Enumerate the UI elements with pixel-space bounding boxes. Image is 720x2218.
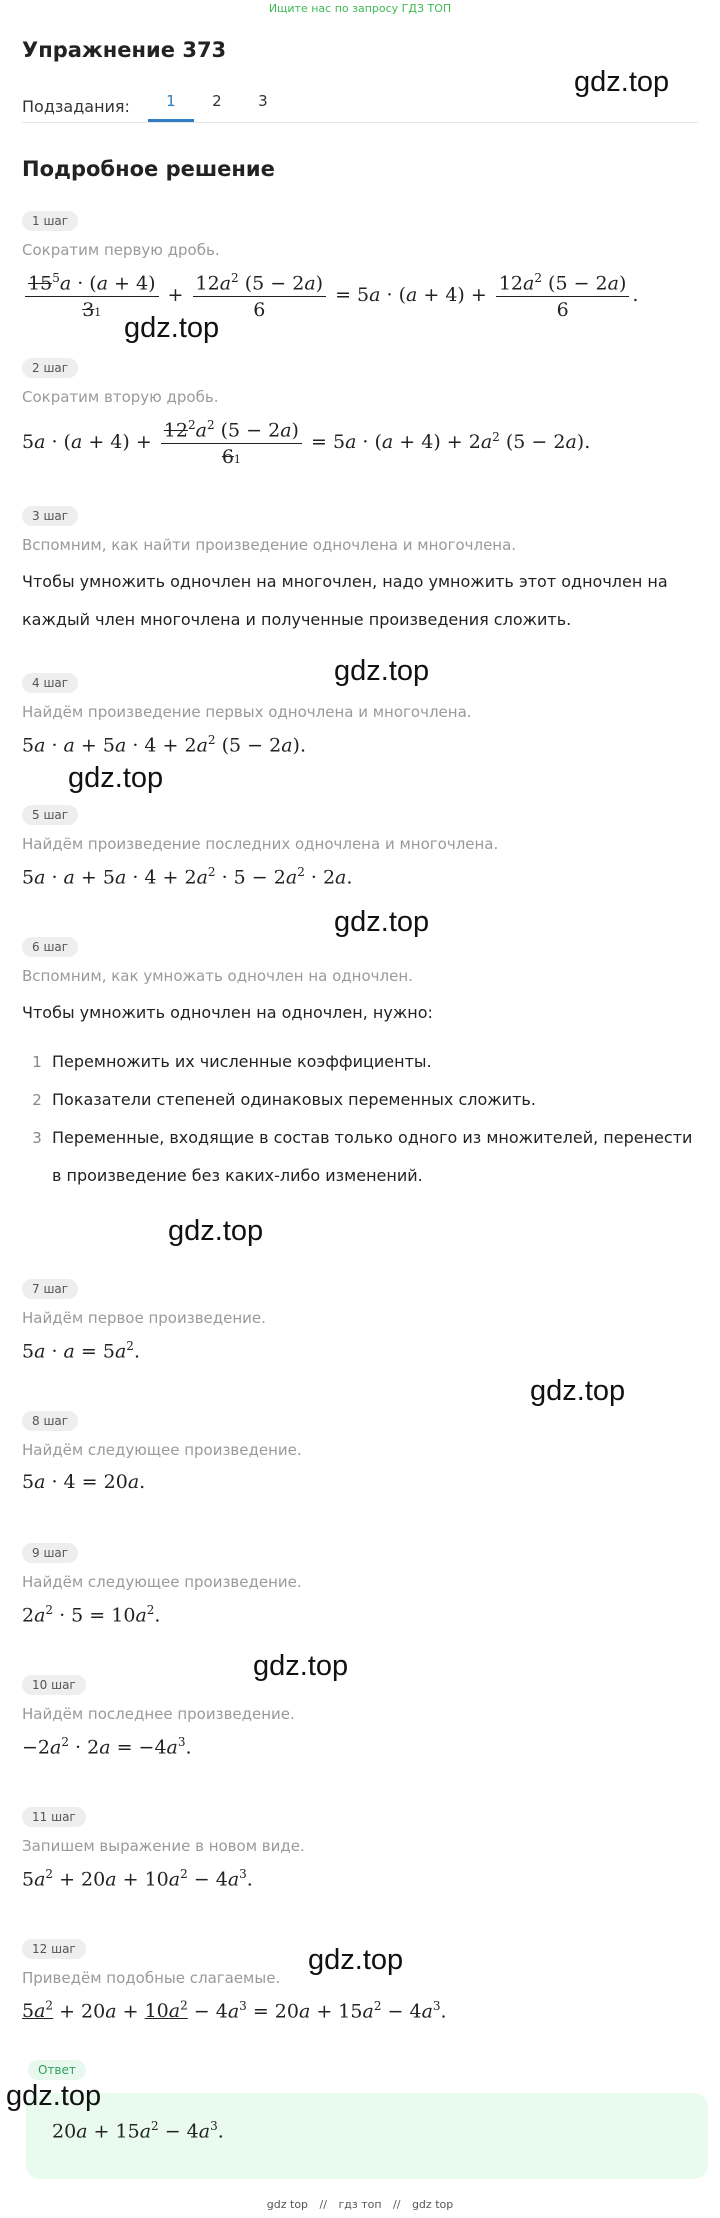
step-description: Сократим первую дробь. <box>22 241 220 259</box>
step-formula: $-2a^2 \cdot 2a = -4a^3$. <box>22 1735 192 1759</box>
watermark: gdz.top <box>68 762 164 794</box>
step-badge: 1 шаг <box>22 211 78 231</box>
step-badge: 7 шаг <box>22 1279 78 1299</box>
step-6 <box>22 936 692 1195</box>
step-description: Найдём следующее произведение. <box>22 1441 302 1459</box>
step-badge: 9 шаг <box>22 1543 78 1563</box>
step-7 <box>22 1278 266 1362</box>
step-11 <box>22 1806 305 1890</box>
footer-links <box>0 2198 720 2211</box>
step-badge: 11 шаг <box>22 1807 86 1827</box>
step-formula: $5a \cdot a = 5a^2$. <box>22 1339 140 1363</box>
watermark: gdz.top <box>168 1215 264 1247</box>
search-hint-banner: Ищите нас по запросу ГДЗ ТОП <box>268 2 452 15</box>
step-formula: $5a \cdot a + 5a \cdot 4 + 2a^2 \cdot 5 - 2a^2 \cdot 2a$. <box>22 865 353 889</box>
step-1 <box>22 210 638 321</box>
step-badge: 3 шаг <box>22 506 78 526</box>
divider <box>22 122 698 123</box>
step-badge: 6 шаг <box>22 937 78 957</box>
step-description: Найдём последнее произведение. <box>22 1705 295 1723</box>
watermark: gdz.top <box>124 312 220 344</box>
step-description: Найдём следующее произведение. <box>22 1573 302 1591</box>
list-item: 3 Переменные, входящие в состав только одного из множителей, перенести <box>32 1128 693 1147</box>
step-formula: 5a · 4 = 20a. <box>22 1471 146 1493</box>
section-title: Подробное решение <box>22 157 275 181</box>
step-description: Найдём произведение первых одночлена и многочлена. <box>22 703 472 721</box>
step-description: Приведём подобные слагаемые. <box>22 1969 281 1987</box>
answer-formula: $20a + 15a^2 - 4a^3$. <box>52 2119 224 2143</box>
step-8 <box>22 1410 302 1493</box>
list-item: 1 Перемножить их численные коэффициенты. <box>32 1052 432 1071</box>
rule-text: каждый член многочлена и полученные произведения сложить. <box>22 610 572 629</box>
rule-text: Чтобы умножить одночлен на одночлен, нужно: <box>22 1003 433 1022</box>
step-10 <box>22 1674 295 1758</box>
step-3 <box>22 505 668 638</box>
tab-subtask-1[interactable]: 1 <box>148 90 194 122</box>
step-badge: 10 шаг <box>22 1675 86 1695</box>
watermark: gdz.top <box>574 66 670 98</box>
footer-separator: // <box>319 2198 327 2211</box>
step-badge: 5 шаг <box>22 805 78 825</box>
answer-box <box>26 2093 708 2179</box>
step-formula: $5a \cdot a + 5a \cdot 4 + 2a^2$ (5 − 2a). <box>22 733 306 757</box>
watermark: gdz.top <box>530 1375 626 1407</box>
step-5 <box>22 804 498 888</box>
tab-subtask-2[interactable]: 2 <box>212 92 222 110</box>
step-2 <box>22 357 590 468</box>
list-item-continuation: в произведение без каких-либо изменений. <box>52 1166 423 1185</box>
step-badge: 4 шаг <box>22 673 78 693</box>
page-title: Упражнение 373 <box>22 38 227 62</box>
footer-link[interactable]: gdz top <box>411 2198 454 2211</box>
footer-link[interactable]: гдз топ <box>338 2198 382 2211</box>
step-formula: $5a^2 + 20a + 10a^2 - 4a^3$. <box>22 1867 253 1891</box>
watermark: gdz.top <box>253 1650 349 1682</box>
footer-separator: // <box>393 2198 401 2211</box>
step-description: Сократим вторую дробь. <box>22 388 219 406</box>
tab-subtask-3[interactable]: 3 <box>258 92 268 110</box>
watermark: gdz.top <box>6 2080 102 2112</box>
subtasks-label: Подзадания: <box>22 96 130 116</box>
footer-link[interactable]: gdz top <box>266 2198 309 2211</box>
step-description: Вспомним, как найти произведение одночлена и многочлена. <box>22 536 517 554</box>
step-description: Запишем выражение в новом виде. <box>22 1837 305 1855</box>
step-description: Найдём первое произведение. <box>22 1309 266 1327</box>
rule-text: Чтобы умножить одночлен на многочлен, надо умножить этот одночлен на <box>22 572 668 591</box>
watermark: gdz.top <box>334 906 430 938</box>
watermark: gdz.top <box>308 1944 404 1976</box>
step-badge: 12 шаг <box>22 1939 86 1959</box>
list-item: 2 Показатели степеней одинаковых переменных сложить. <box>32 1090 536 1109</box>
step-formula: $2a^2 \cdot 5 = 10a^2$. <box>22 1603 161 1627</box>
step-badge: 2 шаг <box>22 358 78 378</box>
step-description: Вспомним, как умножать одночлен на одночлен. <box>22 967 413 985</box>
step-formula: 5a · (a + 4) + $\frac{12^2a^2 (5 - 2a)}{61}$ = $5a \cdot (a + 4) + 2a^2$ (5 − 2a). <box>22 418 591 469</box>
answer-badge: Ответ <box>28 2060 86 2080</box>
subtasks-nav <box>22 90 286 122</box>
step-formula: $\frac{15^5a \cdot (a + 4)}{31}$ + $\frac{12a^2 (5 - 2a)}{6}$ = 5a · (a + 4) + $\frac{12a^2 (5 - 2a)}{6}$ . <box>22 271 638 321</box>
step-description: Найдём произведение последних одночлена и многочлена. <box>22 835 499 853</box>
step-formula: $5a^2 + 20a + 10a^2 - 4a^3 = 20a + 15a^2 - 4a^3$. <box>22 1999 447 2023</box>
watermark: gdz.top <box>334 655 430 687</box>
rule-list <box>22 1043 692 1195</box>
step-9 <box>22 1542 302 1626</box>
step-badge: 8 шаг <box>22 1411 78 1431</box>
